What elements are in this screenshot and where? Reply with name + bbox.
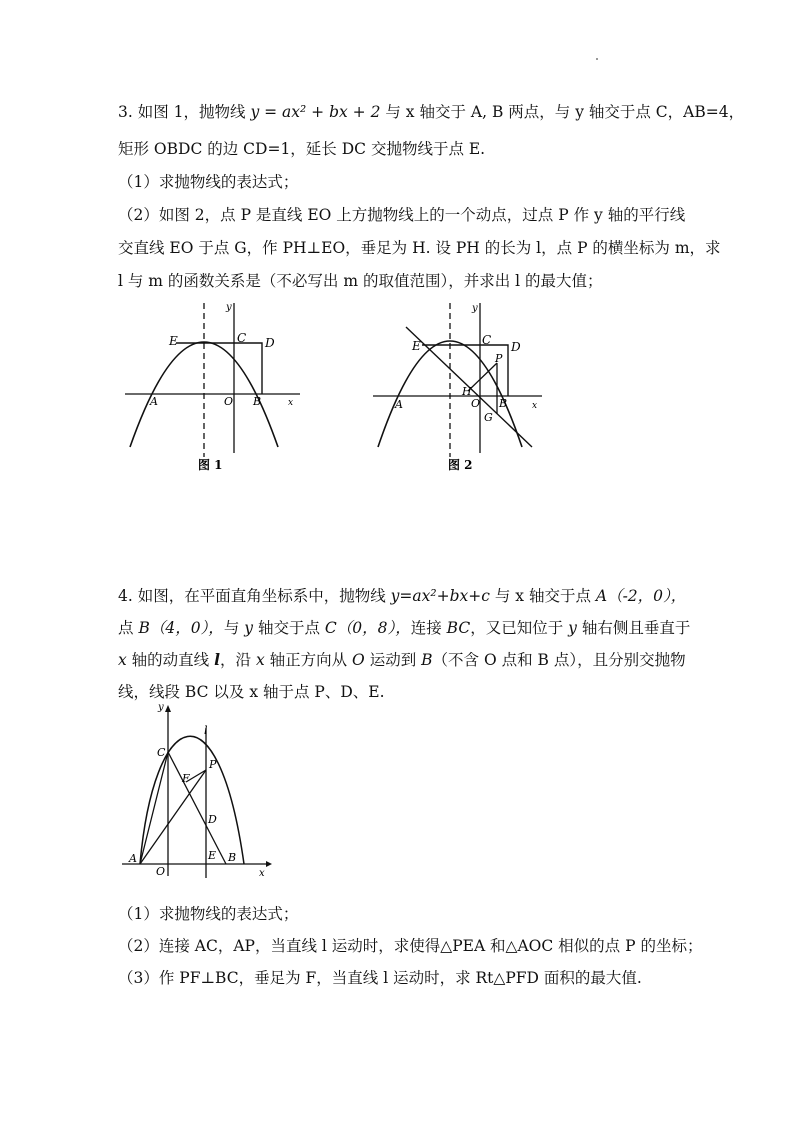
fig2-label-c: C [482,333,492,347]
problem4-line1-text: 4. 如图，在平面直角坐标系中，抛物线 [118,587,391,605]
fig4-label-o: O [156,865,166,878]
problem4-line3-b: 轴的动直线 [126,651,215,669]
problem4-point-a: A（-2，0）， [595,587,687,605]
problem4-line3-x: x [118,651,127,669]
fig1-label-x: x [288,398,294,408]
fig2-label-h: H [462,385,472,398]
problem4-equation: y=ax²+bx+c [390,587,490,605]
problem4-line3 [118,648,686,670]
fig1-label-e: E [169,334,178,348]
fig4-label-x: x [259,868,265,879]
problem4-line2-e: ，又已知位于 [470,619,569,637]
problem4-line3-f: （不含 O 点和 B 点），且分别交抛物 [432,651,686,669]
fig2-caption: 图 2 [448,458,473,472]
fig4-label-l: l [204,724,208,737]
fig1-label-b: B [253,395,262,408]
figure-problem4 [118,700,278,882]
scan-speck [596,58,598,60]
fig1-label-c: C [237,331,247,345]
problem4-line2-c: 轴交于点 [253,619,325,637]
fig1-label-o: O [224,395,234,408]
problem4-point-c: C（0，8）， [324,619,411,637]
problem3-line1 [118,100,744,122]
problem4-line2-bc: BC [446,619,471,637]
fig4-label-e: E [208,849,217,862]
problem3-question2-line3: l 与 m 的函数关系是（不必写出 m 的取值范围），并求出 l 的最大值； [118,272,603,290]
problem4-point-b: B（4，0）， [138,619,224,637]
fig4-y-arrow-icon [165,705,171,712]
fig4-line-bc [168,752,226,864]
figure-problem4-svg [118,700,278,882]
fig4-label-a: A [129,852,137,865]
fig1-label-a: A [150,395,158,408]
fig2-label-x: x [532,401,538,411]
fig1-rectangle [176,343,262,394]
problem4-line2 [118,616,690,638]
fig2-label-d: D [511,340,521,354]
problem4-line1-mid: 与 x 轴交于点 [489,587,596,605]
problem4-question1: （1）求抛物线的表达式； [118,905,299,923]
problem4-question2: （2）连接 AC，AP，当直线 l 运动时，求使得△PEA 和△AOC 相似的点 P 的坐标； [118,937,703,955]
problem4-line2-y2: y [568,619,577,637]
fig2-label-p: P [495,352,503,365]
fig4-label-c: C [157,746,166,759]
problem4-line2-b: 与 [223,619,245,637]
fig2-label-g: G [484,411,493,424]
problem3-line2: 矩形 OBDC 的边 CD=1，延长 DC 交抛物线于点 E. [118,140,486,158]
problem4-line3-l: l [214,650,220,669]
fig1-label-d: D [265,336,275,350]
fig2-label-y: y [472,303,478,314]
problem3-line1-text: 3. 如图 1，抛物线 [118,103,251,121]
fig4-label-p: P [209,758,217,771]
problem3-equation: y = ax² + bx + 2 [250,103,381,121]
figure-1 [120,295,310,475]
problem4-line4: 线，线段 BC 以及 x 轴于点 P、D、E. [118,683,385,701]
problem4-line2-a: 点 [118,619,139,637]
fig4-label-y: y [158,702,164,713]
problem4-line2-d: 连接 [410,619,447,637]
figure-2 [370,295,550,475]
problem3-question2-line2: 交直线 EO 于点 G，作 PH⊥EO，垂足为 H. 设 PH 的长为 l，点 P 的横坐标为 m，求 [118,239,721,257]
problem4-line3-e: 运动到 [364,651,422,669]
fig1-label-y: y [226,302,232,313]
fig2-label-o: O [471,397,481,410]
problem3-question1: （1）求抛物线的表达式； [118,173,299,191]
fig4-label-b: B [228,851,237,864]
problem4-question3: （3）作 PF⊥BC，垂足为 F，当直线 l 运动时，求 Rt△PFD 面积的最大值. [118,969,642,987]
fig4-label-d: D [208,813,217,826]
problem3-question2-line1: （2）如图 2，点 P 是直线 EO 上方抛物线上的一个动点，过点 P 作 y 轴的平行线 [118,206,686,224]
fig4-line-ap [140,770,206,864]
fig4-x-arrow-icon [266,861,272,867]
fig4-line-ac [140,752,168,864]
problem4-line1 [118,584,686,606]
fig2-label-b: B [499,397,508,410]
figure-1-svg [120,295,310,475]
problem4-line3-d: 轴正方向从 [264,651,353,669]
fig2-label-e: E [412,339,421,353]
problem4-line3-x2: x [255,651,265,669]
problem4-line2-f: 轴右侧且垂直于 [576,619,691,637]
fig4-label-f: F [182,772,190,785]
problem4-line3-c: ，沿 [220,651,256,669]
fig2-label-a: A [395,398,403,411]
problem4-line3-b-point: B [421,651,433,669]
figure-2-svg [370,295,550,475]
problem3-line1-rest: 与 x 轴交于 A, B 两点，与 y 轴交于点 C，AB=4， [380,103,745,121]
problem4-line3-o: O [352,651,365,669]
fig1-caption: 图 1 [198,458,223,472]
problem4-line2-y: y [244,619,254,637]
